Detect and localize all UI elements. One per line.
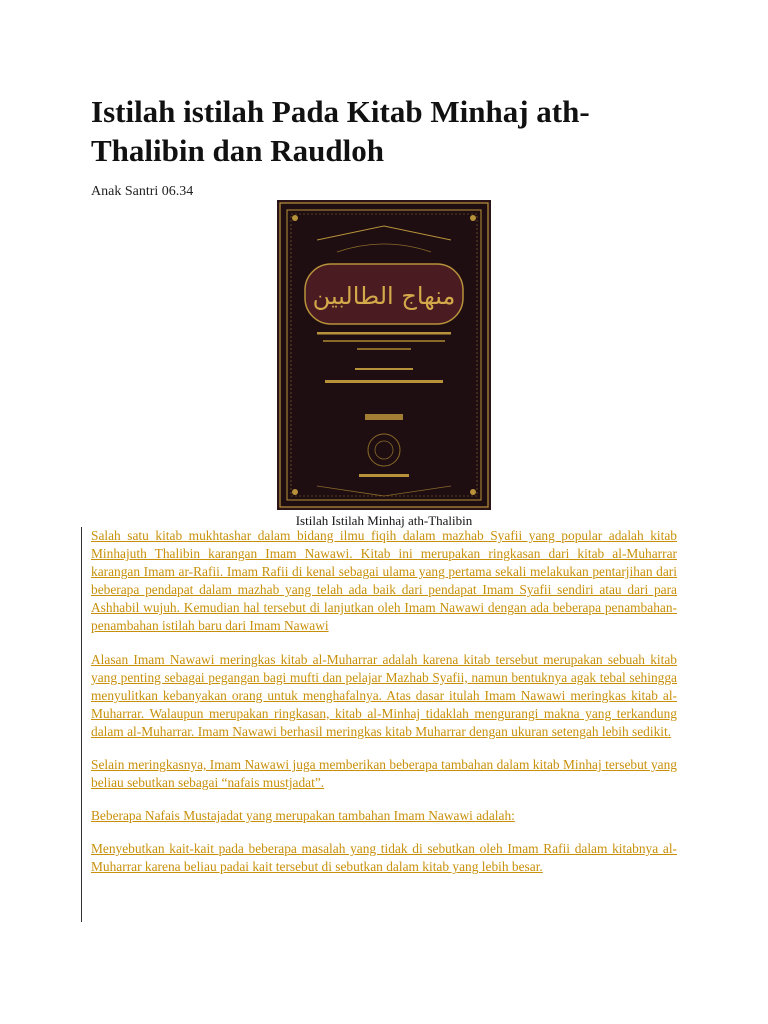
author-name[interactable]: Anak Santri (91, 184, 159, 199)
post-time: 06.34 (161, 184, 194, 199)
post-meta (91, 184, 193, 200)
paragraph-link[interactable]: Beberapa Nafais Mustajadat yang merupakan tambahan Imam Nawawi adalah: (91, 808, 515, 824)
quote-rule (81, 527, 82, 922)
book-cover-image (277, 200, 491, 510)
paragraph (91, 807, 677, 825)
article-title: Istilah istilah Pada Kitab Minhaj ath-Thalibin dan Raudloh (91, 94, 590, 168)
paragraph (91, 840, 677, 876)
image-caption: Istilah Istilah Minhaj ath-Thalibin (295, 513, 473, 528)
cover-arabic-title: منهاج الطالبين (312, 282, 456, 310)
paragraph (91, 651, 677, 741)
paragraph (91, 756, 677, 792)
paragraph-link[interactable]: Alasan Imam Nawawi meringkas kitab al-Muharrar adalah karena kitab tersebut merupakan sebuah kitab yang penting sebagai pegangan bagi mufti dan pelajar Mazhab Syafii, namun bentuknya agak tebal sehingga menyulitkan kebanyakan orang untuk menghafalnya. Atas dasar itulah Imam Nawawi meringkas kitab al-Muharrar. Walaupun merupakan ringkasan, kitab al-Minhaj tidaklah mengurangi makna yang terkandung dalam al-Muharrar. Imam Nawawi berhasil meringkas kitab Muharrar dengan ukuran setengah lebih sedikit. (91, 651, 677, 739)
paragraph (91, 527, 677, 636)
paragraph-link[interactable]: Salah satu kitab mukhtashar dalam bidang ilmu fiqih dalam mazhab Syafii yang popular adalah kitab Minhajuth Thalibin karangan Imam Nawawi. Kitab ini merupakan ringkasan dari kitab al-Muharrar karangan Imam ar-Rafii. Imam Rafii di kenal sebagai ulama yang pertama sekali melakukan pentarjihan dari beberapa pendapat dalam mazhab yang telah ada baik dari pendapat Imam Syafii sendiri atau dari para Ashhabil wujuh. Kemudian hal tersebut di lanjutkan oleh Imam Nawawi dengan ada beberapa penambahan-penambahan istilah baru dari Imam Nawawi (91, 528, 677, 634)
paragraph-link[interactable]: Selain meringkasnya, Imam Nawawi juga memberikan beberapa tambahan dalam kitab Minhaj tersebut yang beliau sebutkan sebagai “nafais mustjadat”. (91, 757, 677, 791)
book-cover (277, 200, 491, 510)
paragraph-link[interactable]: Menyebutkan kait-kait pada beberapa masalah yang tidak di sebutkan oleh Imam Rafii dalam kitabnya al-Muharrar karena beliau padai kait tersebut di sebutkan dalam kitab yang lebih besar. (91, 841, 677, 875)
article-body (91, 527, 677, 892)
